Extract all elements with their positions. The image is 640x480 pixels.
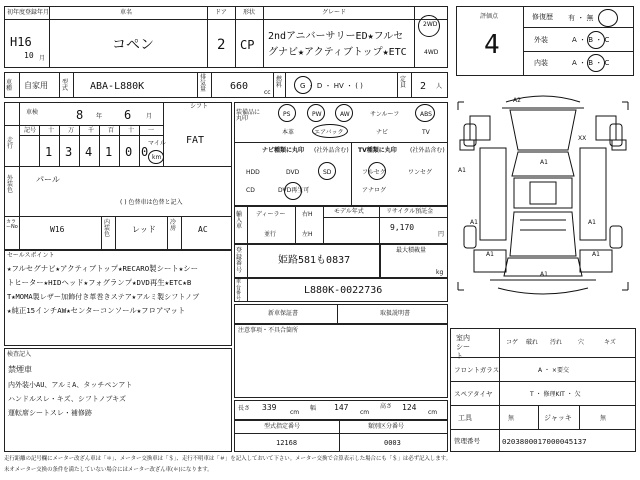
left-hand-option: 左H (302, 231, 313, 238)
damage-mark: A1 (588, 219, 596, 226)
sales-point-line: トヒーター★HIDヘッド★フォグランプ★DVD再生★ETC★B (7, 278, 192, 287)
glass-options: A ・ ×要交 (538, 367, 569, 374)
equipment-item: ナビ (376, 129, 389, 136)
fuel-g-circle (294, 76, 312, 94)
width-label: 幅 (310, 405, 317, 412)
import-label: 輸入車 (236, 211, 243, 230)
jack-value: 無 (600, 415, 607, 422)
unit-mile: マイル (148, 140, 166, 147)
inspector-notes-label: 検査記入 (7, 351, 32, 358)
interior-options: A ・ B ・ C (572, 59, 610, 67)
sales-point-line: ★フルセグナビ★アクティブトップ★RECARO製シート★シー (7, 264, 198, 273)
color-no-value: W16 (50, 225, 65, 234)
fuel-options: G ・ D ・ HV ・ ( ) (300, 82, 363, 90)
tv-note: (社外品含む) (410, 147, 445, 154)
drive-2wd-circle (418, 15, 440, 37)
aw-circle (335, 104, 353, 122)
capacity-label: 定員 (400, 76, 407, 89)
damage-mark: A1 (592, 251, 600, 258)
exterior-label: 外装 (534, 36, 548, 44)
dim-unit: cm (428, 409, 438, 416)
right-hand-option: 右H (302, 211, 313, 218)
sales-point-line: ★純正15インチAW★センターコンソール★フロアマット (7, 306, 186, 315)
usage-value: 自家用 (24, 81, 48, 90)
inspection-month-unit: 月 (146, 113, 153, 120)
new-car-warranty: 新車保証書 (268, 310, 299, 317)
sd-circle (318, 162, 336, 180)
length-label: 長さ (238, 405, 251, 412)
glass-label: フロントガラス (454, 366, 500, 374)
mileage-label: 走行 (7, 137, 14, 150)
fullseg-circle (368, 162, 386, 180)
length-value: 339 (262, 403, 277, 412)
digit-header-1: 十 (48, 127, 55, 134)
height-value: 124 (402, 403, 417, 412)
inspector-note-line: ハンドルスレ・キズ、シフトノブキズ (8, 395, 127, 403)
damage-mark: A1 (540, 271, 548, 278)
month-unit: 月 (39, 55, 46, 62)
tv-label: TV種類に丸印 (358, 147, 397, 154)
displacement-label: 排気量 (200, 74, 207, 93)
nav-option: HDD (246, 169, 260, 176)
footer-line-1: 走行距離の記号欄にメーター改ざん車は「＊」、メーター交換車は「＄」、走行不明車は「＃」を記入しておいて下さい。メーター交換で合算表示した場合にも「＄」は必ず記入します。 (4, 456, 451, 462)
cc-unit: cc (264, 89, 271, 96)
color-label: 外装色 (7, 175, 14, 194)
drive-4wd: 4WD (424, 49, 439, 56)
type-no-value: 12168 (276, 439, 298, 447)
first-reg-label: 初年度登録年月 (7, 9, 50, 16)
fuel-label: 燃料 (276, 76, 283, 89)
inspector-note-line: 運転席シートスレ・補修跡 (8, 409, 92, 417)
seat-option: 穴 (578, 339, 585, 346)
jack-label: ジャッキ (544, 414, 572, 422)
color-note: ( ) 色替車は色替と記入 (120, 199, 183, 206)
max-load-unit: kg (436, 269, 444, 276)
equipment-item: TV (422, 129, 430, 136)
remarks-box (234, 324, 448, 398)
spare-options: T ・ 修理KIT ・ 欠 (530, 391, 581, 398)
manual: 取扱説明書 (380, 310, 411, 317)
mileage-digit: 3 (65, 145, 73, 159)
first-reg-year: H16 (10, 35, 32, 49)
equipment-item: エアバック (314, 129, 344, 136)
nav-note: (社外品含む) (314, 147, 349, 154)
nav-option: CD (246, 187, 255, 194)
repair-label: 修復歴 (532, 13, 553, 21)
inspection-year-unit: 年 (96, 113, 103, 120)
grade-line-2: グナビ★アクティブトップ★ETC (268, 47, 407, 58)
km-circle (148, 150, 164, 164)
height-label: 高さ (380, 403, 393, 410)
grade-line-1: 2ndアニバーサリーED★フルセ (268, 31, 404, 42)
ac-value: AC (198, 225, 208, 234)
remarks-label: 注意事項・不具合箇所 (238, 327, 299, 334)
dim-unit: cm (360, 409, 370, 416)
repair-none-circle (598, 9, 618, 27)
mileage-digit: 1 (45, 145, 53, 159)
mileage-digit: 4 (85, 145, 93, 159)
digit-header-5: 十 (128, 127, 135, 134)
type-no-label: 型式指定番号 (264, 423, 301, 430)
tv-option: アナログ (362, 187, 387, 194)
shift-label: シフト (190, 103, 209, 110)
car-name: コペン (112, 37, 154, 53)
inspection-year: 8 (76, 108, 84, 122)
equipment-item: PS (283, 111, 291, 118)
seat-option: コゲ (506, 339, 519, 346)
digit-header-4: 百 (108, 127, 115, 134)
nav-option: DVD再生可 (278, 187, 310, 194)
door-value: 2 (217, 37, 226, 53)
tv-option: フルセグ (362, 169, 386, 176)
nav-option: SD (323, 169, 332, 176)
interior-color-label: 内装色 (104, 219, 111, 238)
abs-circle (415, 104, 435, 122)
damage-mark: A1 (458, 167, 466, 174)
model-label: 型式 (62, 79, 69, 92)
mileage-digit: 0 (125, 145, 133, 159)
equipment-item: AW (340, 111, 350, 118)
inspector-note-line: 内外装小AU、アルミA、タッチペンアト (8, 381, 133, 389)
recycle-label: リサイクル預託金 (386, 208, 434, 215)
door-label: ドア (215, 9, 227, 16)
shape-value: CP (240, 38, 255, 52)
damage-mark: A1 (486, 251, 494, 258)
digit-header-0: 記号 (24, 127, 37, 134)
max-load-label: 最大積載量 (396, 247, 427, 254)
usage-label: 車種 (6, 79, 13, 92)
inspection-label: 車検 (26, 109, 39, 116)
capacity-value: 2 (420, 81, 427, 92)
interior-label: 内装 (534, 59, 548, 67)
sales-points-label: セールスポイント (7, 252, 55, 259)
plate-value: 姫路581も0837 (278, 255, 351, 266)
seat-option: 汚れ (550, 339, 563, 346)
mileage-digit: 0 (141, 145, 149, 159)
parallel-option: 並行 (264, 231, 277, 238)
tools-value: 無 (508, 415, 515, 422)
model-value: ABA-L880K (90, 81, 145, 92)
chassis-label: 車台番号 (236, 279, 242, 302)
drive-2wd: 2WD (423, 21, 438, 28)
interior-b-circle (587, 54, 605, 72)
pw-circle (307, 104, 325, 122)
capacity-unit: 人 (436, 83, 443, 90)
equipment-item: PW (312, 111, 322, 118)
grade-label: グレード (322, 9, 347, 16)
inspection-month: 6 (124, 108, 132, 122)
color-no-label: カラーNo (6, 219, 18, 230)
class-no-label: 類別区分番号 (368, 423, 405, 430)
seat-option: キズ (604, 339, 616, 346)
dealer-option: ディーラー (256, 211, 286, 218)
unit-km: km (152, 154, 162, 161)
model-year-label: モデル年式 (334, 208, 364, 215)
digit-header-2: 万 (68, 127, 75, 134)
exterior-b-circle (587, 31, 605, 49)
spare-label: スペアタイヤ (454, 390, 493, 398)
damage-mark: A2 (513, 97, 521, 104)
seat-label: 室内シート (456, 334, 470, 361)
nav-label: ナビ種類に丸印 (262, 147, 305, 154)
recycle-value: 9,170 (390, 223, 415, 232)
car-outline (450, 80, 636, 326)
seat-option: 破れ (526, 339, 539, 346)
tools-label: 工具 (458, 414, 472, 422)
digit-header-3: 千 (88, 127, 95, 134)
footer-line-2: 未オメーター交換の条件を満たしていない場合にはメーター改ざん車(＊)になります。 (4, 467, 213, 473)
recycle-unit: 円 (438, 231, 445, 238)
dim-unit: cm (290, 409, 300, 416)
ac-label: 冷房 (170, 219, 177, 232)
inspector-note-line: 禁煙車 (8, 365, 32, 374)
mgmt-value: 0203800017000045137 (502, 437, 587, 446)
damage-mark: A1 (470, 219, 478, 226)
plate-label: 登録番号 (236, 247, 243, 274)
dvd-play-circle (284, 182, 302, 200)
sales-point-line: T★MOMA製レザー加飾付き革巻きステア★アルミ製シフトノブ (7, 292, 200, 301)
repair-options: 有 ・ 無 (568, 14, 594, 22)
score-value: 4 (484, 30, 500, 60)
damage-mark: A1 (540, 159, 548, 166)
equipment-item: ABS (420, 111, 432, 118)
shape-label: 形状 (243, 9, 256, 16)
digit-header-6: 一 (148, 127, 155, 134)
mileage-digit: 1 (105, 145, 113, 159)
color-value: パール (36, 175, 60, 184)
equipment-item: サンルーフ (370, 111, 400, 118)
first-reg-month: 10 (24, 51, 34, 60)
width-value: 147 (334, 403, 349, 412)
class-no-value: 0003 (384, 439, 401, 447)
tv-option: ワンセグ (408, 169, 433, 176)
interior-color-value: レッド (132, 225, 156, 234)
exterior-options: A ・ B ・ C (572, 36, 610, 44)
score-label: 評価点 (480, 13, 499, 20)
car-diagram (450, 80, 636, 326)
equipment-label: 装備品に丸印 (236, 109, 261, 122)
damage-mark: XX (578, 135, 587, 142)
chassis-value: L880K-0022736 (304, 285, 383, 296)
shift-value: FAT (186, 135, 205, 146)
equipment-item: 本革 (282, 129, 295, 136)
airbag-circle (312, 124, 348, 138)
ps-circle (278, 104, 296, 122)
nav-option: DVD (286, 169, 300, 176)
mgmt-label: 管理番号 (454, 437, 480, 445)
name-label: 車名 (120, 9, 133, 16)
displacement-value: 660 (230, 81, 249, 92)
